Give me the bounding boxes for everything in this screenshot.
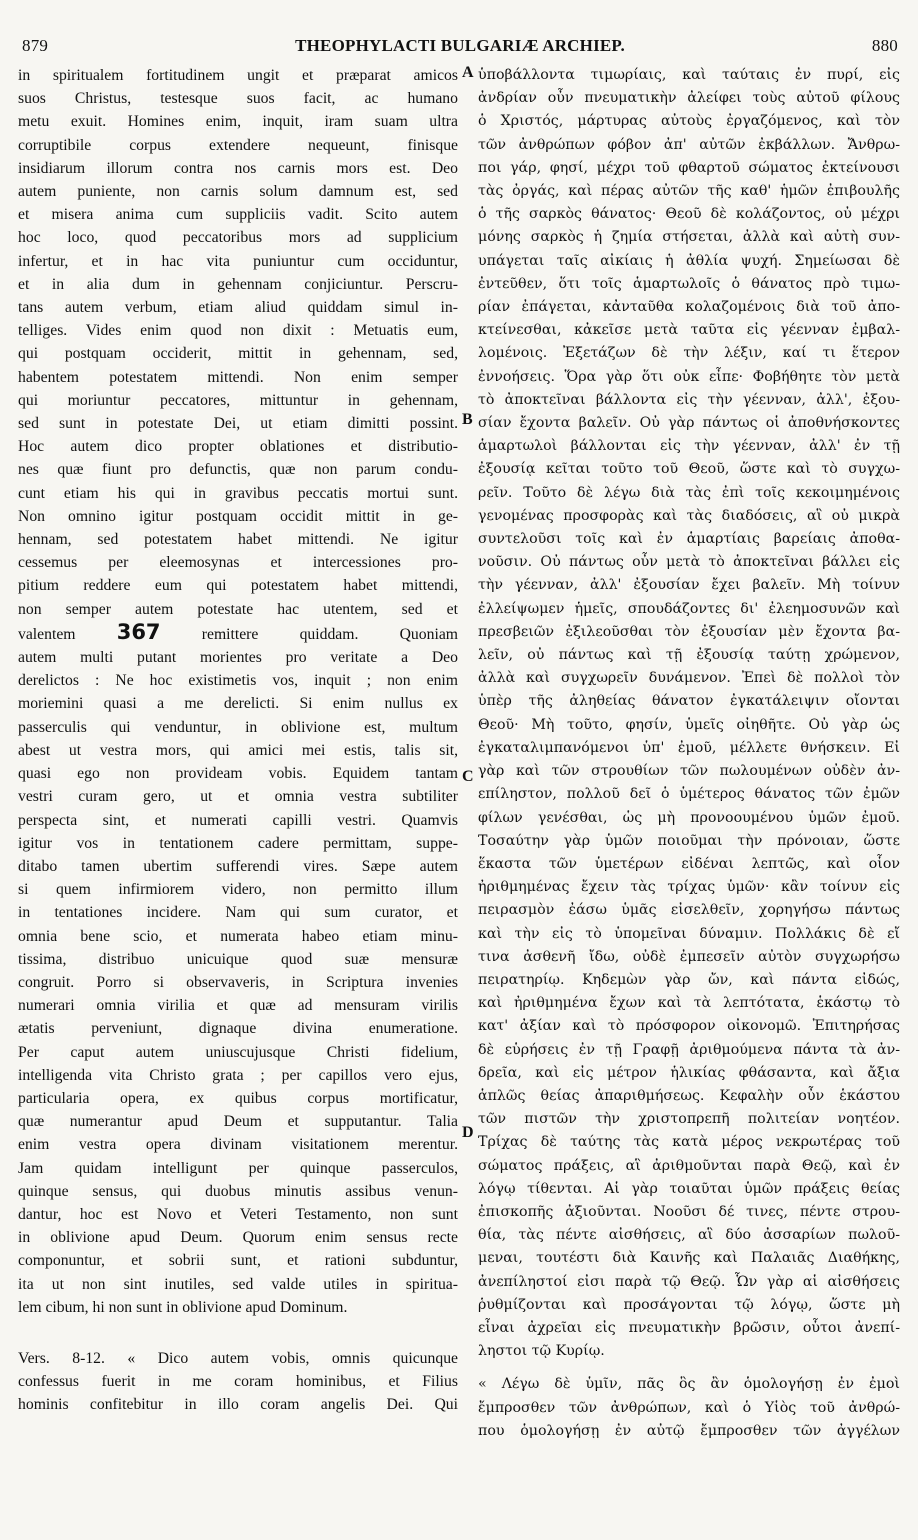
latin-line-tail: remittere quiddam. Quoniam [160, 625, 458, 643]
latin-line [18, 621, 458, 646]
page-number-left: 879 [22, 36, 49, 55]
latin-line: sed sunt in potestate Dei, ut etiam dimitti possint. [18, 415, 458, 433]
latin-line: in spiritualem fortitudinem ungit et præparat amicos [18, 67, 458, 84]
greek-line: ἐξουσίᾳ κεῖται τοῦτο τοῦ Θεοῦ, ὥστε καὶ τὸ συγχω- [478, 461, 900, 478]
greek-line: ἀνδρίαν οὖν πνευματικὴν ἀλείφει τοὺς αὐτοῦ φίλους [478, 90, 900, 107]
column-number: 367 [116, 620, 161, 644]
greek-line: ἠριθμημένας ἔχειν τὰς τρίχας ὑμῶν· κἂν τοίνυν εἰς [478, 879, 900, 896]
greek-line: ὁ τῆς σαρκὸς θάνατος· Θεοῦ δὲ κολάζοντος, οὐ μέχρι [478, 206, 900, 223]
latin-line: qui moriuntur peccatores, mittuntur in gehennam, [18, 391, 458, 409]
latin-line: cessemus per eleemosynas et intercessiones pro- [18, 554, 458, 572]
greek-line: νοῦσιν. Οὐ πάντως οὖν μετὰ τὸ ἀποκτεῖναι βάλλει εἰς [478, 554, 900, 571]
latin-line: derelictos : Ne hoc existimetis vos, inquit ; non enim [18, 672, 458, 690]
latin-line: omnia bene scio, et numerata habeo etiam minu- [18, 927, 458, 945]
greek-line: ἀνεπίληστοί εἰσι παρὰ τῷ Θεῷ. Ὧν γὰρ αἱ αἰσθήσεις [478, 1273, 900, 1290]
latin-line: metu exuit. Homines enim, inquit, iram suam ultra [18, 113, 458, 131]
latin-line: insidiarum illorum contra nos carnis mors est. Deo [18, 159, 458, 177]
greek-line: τῶν πιστῶν τὴν χριστοπρεπῆ πολιτείαν νοητέον. [478, 1111, 900, 1128]
latin-verse-line: Vers. 8-12. « Dico autem vobis, omnis quicunque [18, 1349, 458, 1367]
latin-line: nes quæ fiunt pro defunctis, quæ non parum condu- [18, 461, 458, 479]
latin-line: suos Christus, testesque suos facit, ac humano [18, 90, 458, 108]
greek-verse-line: « Λέγω δὲ ὑμῖν, πᾶς ὃς ἂν ὁμολογήσῃ ἐν ἐμοὶ [478, 1376, 900, 1393]
greek-line: γὰρ καὶ τῶν στρουθίων τῶν πωλουμένων οὐδὲν ἀν- [478, 763, 900, 780]
greek-line: ἐπισκοπῆς ἀξιοῦνται. Νοοῦσι δέ τινες, πέντε στρου- [478, 1203, 900, 1220]
latin-line: perspecta sint, et numerati capilli vestri. Quamvis [18, 811, 458, 829]
latin-line: ditabo tamen ubertim sufferendi vires. Sæpe autem [18, 857, 458, 875]
greek-line: εἶναι ἀχρεῖαι εἰς πνευματικὴν βρῶσιν, οὗτοι ἀνεπί- [478, 1319, 900, 1336]
greek-line: καὶ τὴν εἰς τὸ ὑπομεῖναι δύναμιν. Πολλάκις δὲ εἴ [478, 925, 900, 942]
greek-line: ἐννοήσεις. Ὅρα γὰρ ὅτι οὐκ εἶπε· Φοβήθητε τὸν μετὰ [478, 368, 900, 385]
latin-line: quinque sensus, qui duobus minutis assibus venun- [18, 1182, 458, 1200]
greek-line: λομένοις. Ἐξετάζων δὲ τὴν λέξιν, καί τι ἕτερον [478, 345, 900, 362]
latin-line: in oblivione apud Deum. Quorum enim sensus recte [18, 1229, 458, 1247]
latin-column [18, 64, 458, 1417]
greek-line: τινα ἀσθενῆ ἴδω, οὐδὲ ἐμπεσεῖν αὐτὸν συγχωρήσω [478, 948, 900, 965]
section-marker-a: A [462, 64, 474, 81]
greek-line: μόνης σαρκὸς ἡ ζημία στήσεται, ἀλλὰ καὶ αὐτὴ συν- [478, 229, 900, 246]
latin-line: in tentationes incidere. Nam qui sum curator, et [18, 904, 458, 922]
section-marker-c: C [462, 768, 474, 785]
latin-line: particularia opera, ex quibus corpus mortificatur, [18, 1089, 458, 1107]
latin-line: intelligenda vita Christo grata ; per capillos vero ejus, [18, 1066, 458, 1084]
latin-line: habentem potestatem mittendi. Non enim semper [18, 368, 458, 386]
greek-line: ληστοι τῷ Κυρίῳ. [478, 1343, 605, 1360]
latin-line: vestri curam gero, ut et omnia vestra subtiliter [18, 788, 458, 806]
latin-line: moriemini quasi a me derelicti. Si enim nullus ex [18, 695, 458, 713]
latin-line: tissima, distribuo unicuique quod suæ mensuræ [18, 950, 458, 968]
latin-line: et misera anima cum suppliciis vadit. Scito autem [18, 206, 458, 224]
latin-line: autem puniente, non carnis solum damnum est, sed [18, 183, 458, 201]
greek-line: επίληστον, πολλοῦ δεῖ ὁ ὑμέτερος θάνατος τῶν ἐμῶν [478, 786, 900, 803]
greek-line: δὲ εὑρήσεις ἐν τῇ Γραφῇ ἀριθμούμενα πάντα τὰ ἀν- [478, 1041, 900, 1058]
greek-line: δρεῖα, καὶ εἰς μέτρον ἡλικίας φθάσαντα, καὶ ἄξια [478, 1064, 900, 1081]
greek-line: Θεοῦ· Μὴ τοῦτο, φησίν, ὑμεῖς οἰηθῆτε. Οὐ γὰρ ὡς [478, 716, 900, 733]
latin-line: Per caput autem uniuscujusque Christi fidelium, [18, 1043, 458, 1061]
greek-line: ὑποβάλλοντα τιμωρίαις, καὶ ταύταις ἐν πυρί, εἰς [478, 67, 900, 83]
greek-verse-line: που ὁμολογήσῃ ἐν αὐτῷ ἔμπροσθεν τῶν ἀγγέλων [478, 1422, 900, 1439]
latin-line: congruit. Porro si observaveris, in Scriptura invenies [18, 973, 458, 991]
latin-line: componuntur, et sobrii sunt, et rationi subduntur, [18, 1252, 458, 1270]
latin-line: Jam quidam intelligunt per quinque passerculos, [18, 1159, 458, 1177]
greek-line: κατ' ἀξίαν καὶ τὸ πρόσφορον οἰκονομῶ. Ἐπιτηρήσας [478, 1018, 900, 1035]
latin-line: infertur, et in hac vita puniuntur cum occiduntur, [18, 252, 458, 270]
greek-line: ἐγκαταλιμπανόμενοι ὑπ' ἐμοῦ, μέλλετε θνήσκειν. Εἰ [478, 739, 900, 756]
latin-line: corruptibile corpus extendere nequeunt, finisque [18, 136, 458, 154]
greek-line: πειρασμὸν ἐάσω ὑμᾶς εἰσελθεῖν, χορηγήσω πάντως [478, 902, 900, 919]
latin-line-head: valentem [18, 625, 117, 643]
greek-line: ποι γάρ, φησί, μέχρι τοῦ φθαρτοῦ σώματος ἐκτείνουσι [478, 159, 900, 176]
greek-line: θία, τὰς πέντε αἰσθήσεις, αἳ δύο ἀσσαρίων πωλοῦ- [478, 1227, 900, 1244]
greek-line: ρεῖν. Τοῦτο δὲ λέγω διὰ τὰς ἐπὶ τοῖς κεκοιμημένοις [478, 484, 900, 501]
latin-line: Non omnino igitur postquam occidit mittit in ge- [18, 507, 458, 525]
latin-verse-line: hominis confitebitur in illo coram angelis Dei. Qui [18, 1396, 458, 1414]
greek-line: φίλων γενέσθαι, ὡς μὴ προνοουμένου ὑμῶν ἐμοῦ. [478, 809, 900, 826]
latin-line: qui postquam occiderit, mittit in gehennam, sed, [18, 345, 458, 363]
latin-line: hoc loco, quod peccatoribus mors ad supplicium [18, 229, 458, 247]
latin-line: si quem infirmiorem videro, non permitto illum [18, 881, 458, 899]
latin-line: abest ut vestra mors, qui amici mei estis, talis sit, [18, 741, 458, 759]
greek-line: κτείνεσθαι, κἀκεῖσε μετὰ ταῦτα εἰς γέενναν ἐμβαλ- [478, 322, 900, 339]
latin-line: telliges. Vides enim quod non dixit : Metuatis eum, [18, 322, 458, 340]
greek-line: ὑπὲρ τῆς ἀληθείας θάνατον ἐγκατάλειψιν οἴονται [478, 693, 900, 710]
latin-line: hennam, sed potestatem habet mittendi. Ne igitur [18, 531, 458, 549]
greek-line: καὶ ἠριθμημένα ἔχων καὶ τὰ λεπτότατα, ἑκάστῳ τὸ [478, 995, 900, 1012]
section-marker-b: B [462, 411, 473, 428]
greek-line: λεῖν, οὐ πάντως καὶ τῇ ἐξουσίᾳ ταύτῃ χρώμενον, [478, 647, 900, 664]
greek-line: σώματος πράξεις, αἳ ἀριθμοῦνται παρὰ Θεῷ, καὶ ἐν [478, 1157, 900, 1174]
latin-line: non semper autem potestate hac utentem, sed et [18, 600, 458, 618]
greek-line: ἕκαστα τῶν ὑμετέρων εἰδέναι λεπτῶς, καὶ οἷον [478, 855, 900, 872]
greek-line: Τοσαύτην γὰρ ὑμῶν ποιοῦμαι τὴν πρόνοιαν, ὥστε [478, 832, 900, 849]
latin-verse-line: confessus fuerit in me coram hominibus, et Filius [18, 1373, 458, 1391]
latin-line: passerculis qui venduntur, in oblivione est, multum [18, 718, 458, 736]
greek-line: ἐντεῦθεν, ὅτι τοῖς ἁμαρτωλοῖς ὁ θάνατος πρὸ τιμω- [478, 275, 900, 292]
greek-line: τὸ ἀποκτεῖναι βάλλοντα εἰς τὴν γέενναν, ἀλλ', ἐξου- [478, 391, 900, 408]
greek-line: σίαν ἔχοντα βαλεῖν. Οὐ γὰρ πάντως οἱ ἀποθνήσκοντες [478, 415, 900, 432]
greek-line: ἁπλῶς θείας ἀπαριθμήσεως. Κεφαλὴν οὖν ἑκάστου [478, 1087, 900, 1104]
latin-line: ætatis perveniunt, dignaque divina enumeratione. [18, 1020, 458, 1038]
greek-column [478, 64, 900, 1443]
greek-line: ἐλλείψωμεν ἡμεῖς, σπουδάζοντες δι' ἐλεημοσυνῶν καὶ [478, 600, 900, 617]
greek-line: πρεσβειῶν ἐξιλεοῦσθαι τὸν ἐξουσίαν μὲν ἔχοντα βα- [478, 623, 900, 640]
latin-line: numerari omnia virilia et quæ ad mensuram virilis [18, 997, 458, 1015]
greek-line: μεναι, τουτέστι διὰ Καινῆς καὶ Παλαιᾶς Διαθήκης, [478, 1250, 900, 1267]
greek-line: τῶν ἀνθρώπων φόβον ἀπ' αὐτῶν ἐκβάλλων. Ἄνθρω- [478, 136, 900, 153]
section-marker-d: D [462, 1124, 474, 1141]
latin-line: igitur vos in tentationem cadere permittam, suppe- [18, 834, 458, 852]
paragraph-gap [18, 1319, 458, 1347]
latin-line: lem cibum, hi non sunt in oblivione apud Dominum. [18, 1298, 348, 1316]
latin-line: ita ut non sint inutiles, sed valde utiles in spiritua- [18, 1275, 458, 1293]
running-title: THEOPHYLACTI BULGARIÆ ARCHIEP. [295, 36, 625, 55]
greek-line: Τρίχας δὲ ταύτης τὰς κατὰ μέρος νεκρωτέρας τοῦ [478, 1134, 900, 1151]
greek-line: ἀλλὰ καὶ συγχωρεῖν δυνάμενον. Ἐπεὶ δὲ πολλοὶ τὸν [478, 670, 900, 687]
paragraph-gap [478, 1363, 900, 1373]
latin-line: dantur, hoc est Novo et Veteri Testamento, non sunt [18, 1205, 458, 1223]
greek-line: ρίαν ἐπάγεται, κἀνταῦθα κολαζομένοις διὰ τοῦ ἀπο- [478, 299, 900, 316]
greek-line: υπάγεται ταῖς αἰκίαις ἡ ἀθλία ψυχή. Σημείωσαι δὲ [478, 252, 900, 269]
latin-line: cunt etiam his qui in gravibus peccatis mortui sunt. [18, 484, 458, 502]
page-header [22, 36, 898, 60]
greek-line: συντελοῦσι τοῖς καὶ ἐν ἁμαρτίαις βαρείαις ἀποθα- [478, 531, 900, 548]
latin-line: quæ numerantur apud Deum et supputantur. Talia [18, 1113, 458, 1131]
latin-line: tans autem verbum, etiam aliud quiddam simul in- [18, 299, 458, 317]
greek-line: πειρατηρίῳ. Κηδεμὼν γὰρ ὤν, καὶ πάντα εἰδώς, [478, 971, 900, 988]
greek-line: τὴν γέενναν, ἀλλ' ἐξουσίαν ἔχει βαλεῖν. Μὴ τοίνυν [478, 577, 900, 594]
greek-line: τὰς ὀργάς, καὶ πέρας αὐτῶν τῆς καθ' ἡμῶν ἐπιβουλῆς [478, 183, 900, 200]
greek-line: γενομένας προσφορὰς καὶ τὰς διαδόσεις, αἳ οὐ μικρὰ [478, 507, 900, 524]
greek-line: λόγῳ τίθενται. Αἱ γὰρ τοιαῦται ὑμῶν πράξεις θείας [478, 1180, 900, 1197]
greek-line: ἁμαρτωλοὶ βάλλονται εἰς τὴν γέενναν, ἀλλ' ἐν τῇ [478, 438, 900, 455]
page-number-right: 880 [871, 36, 898, 55]
greek-line: ῥυθμίζονται καὶ προσάγονται τῷ λόγῳ, ὥστε μὴ [478, 1296, 900, 1313]
greek-line: ὁ Χριστός, μάρτυρας αὐτοὺς ἐργαζόμενος, καὶ τὸν [478, 113, 900, 130]
latin-line: pitium reddere eum qui potestatem habet mittendi, [18, 577, 458, 595]
latin-line: Hoc autem dico propter oblationes et distributio- [18, 438, 458, 456]
greek-verse-line: ἔμπροσθεν τῶν ἀνθρώπων, καὶ ὁ Υἱὸς τοῦ ἀνθρώ- [478, 1399, 900, 1416]
latin-line: et in alia dum in gehennam conjiciuntur. Perscru- [18, 275, 458, 293]
latin-line: quasi ego non provideam vobis. Equidem tantam [18, 765, 458, 783]
latin-line: enim vestra opera divinam visitationem merentur. [18, 1136, 458, 1154]
latin-line: autem multi putant morientes pro veritate a Deo [18, 649, 458, 667]
